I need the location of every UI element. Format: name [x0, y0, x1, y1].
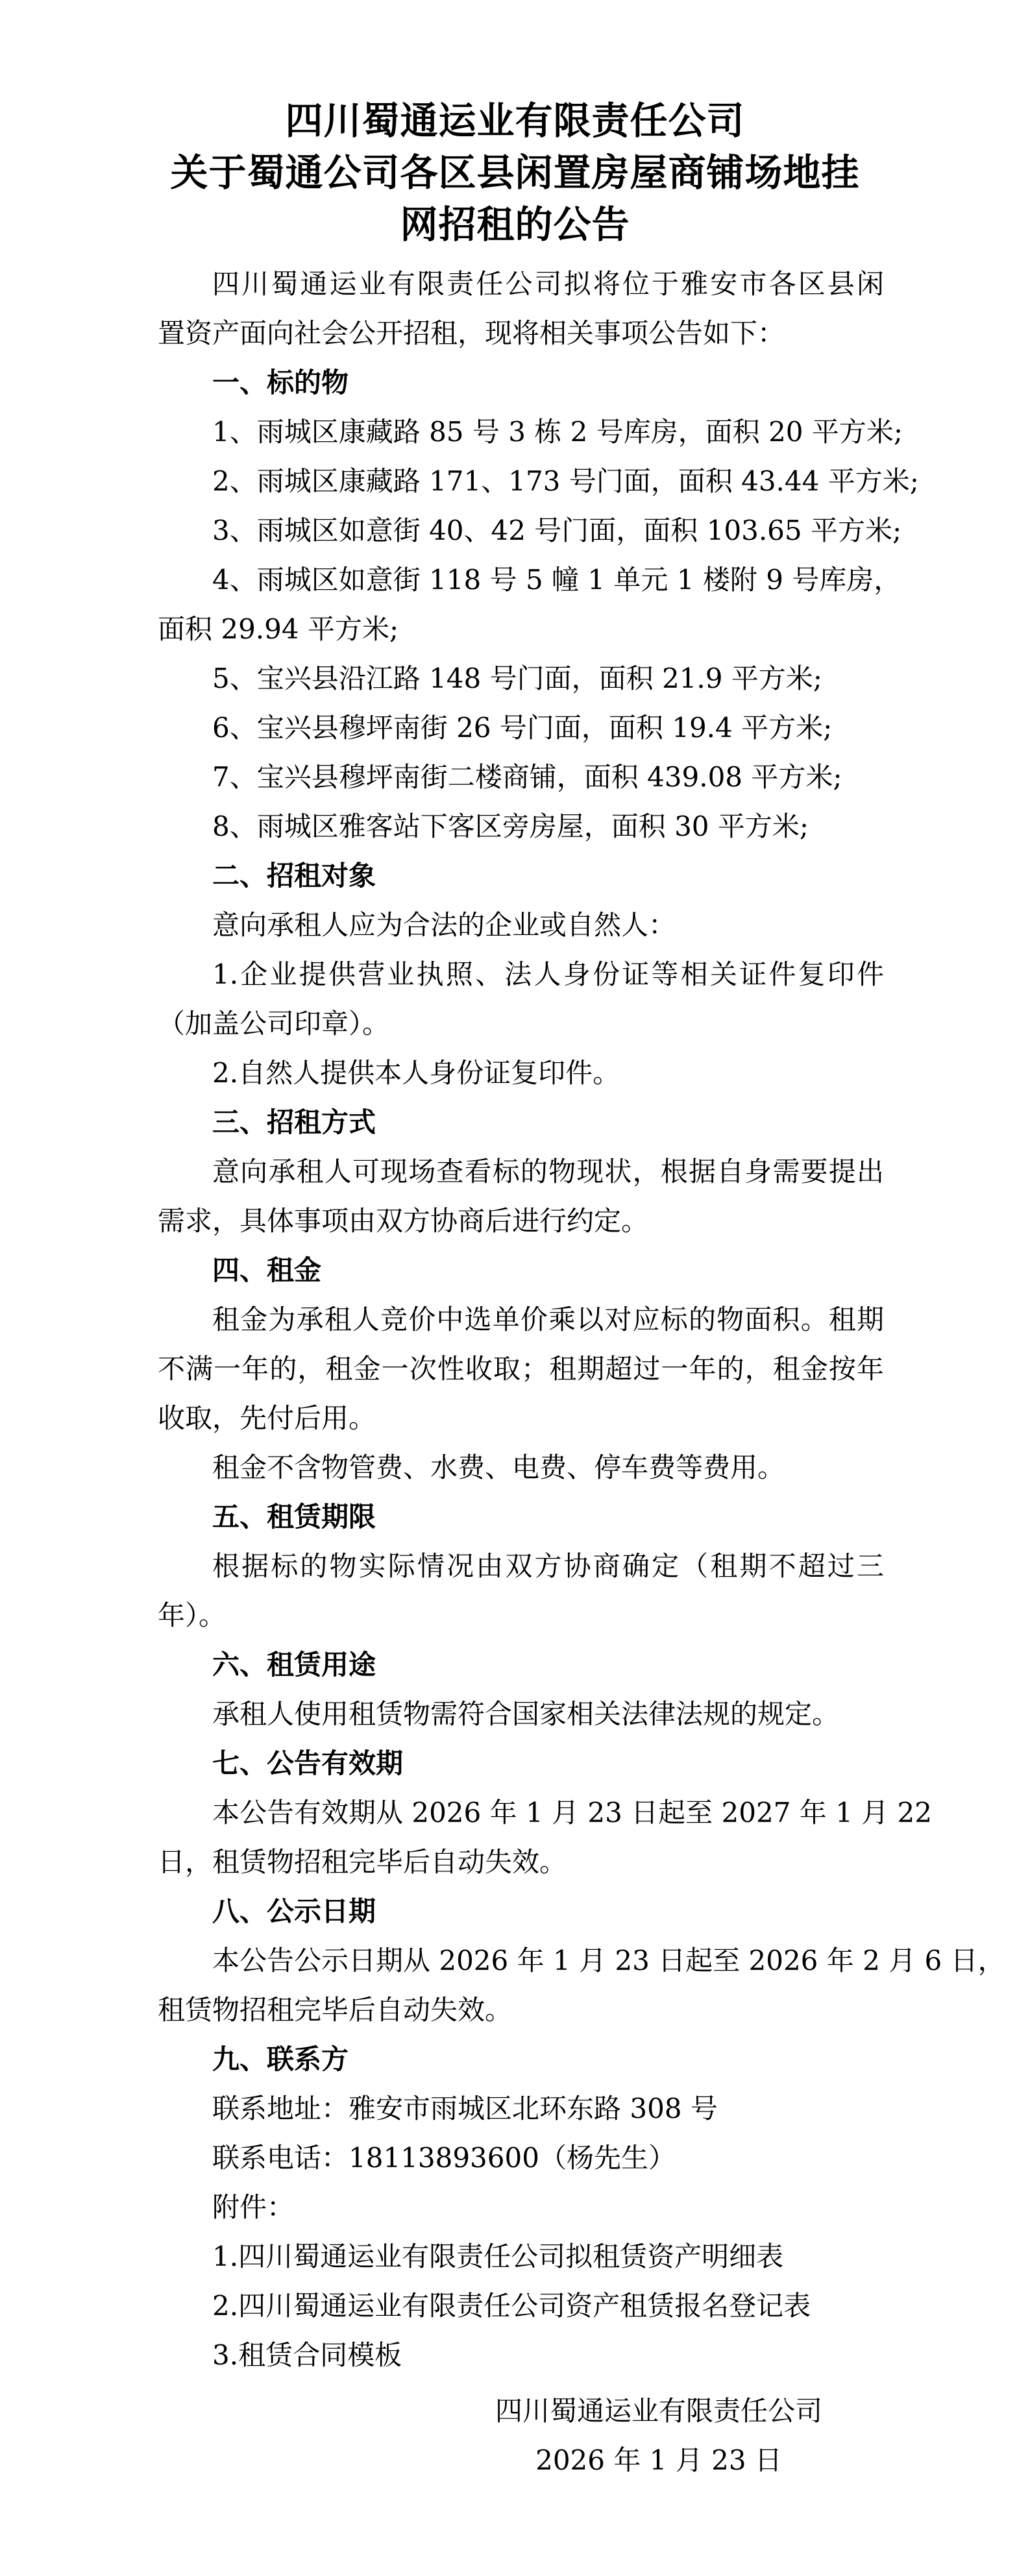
paragraph-line: 附件： [212, 2191, 295, 2223]
paragraph-line: 租赁物招租完毕后自动失效。 [158, 1994, 513, 2026]
paragraph-line: 3、雨城区如意街 40、42 号门面，面积 103.65 平方米; [212, 515, 902, 546]
paragraph-line: 本公告公示日期从 2026 年 1 月 23 日起至 2026 年 2 月 6 日， [212, 1945, 1005, 1976]
paragraph-line: 2.四川蜀通运业有限责任公司资产租赁报名登记表 [212, 2290, 811, 2322]
section-heading: 五、租赁期限 [212, 1501, 376, 1533]
paragraph-line: 7、宝兴县穆坪南街二楼商铺，面积 439.08 平方米; [212, 761, 842, 793]
section-heading: 七、公告有效期 [212, 1747, 404, 1779]
paragraph-line: 联系地址：雅安市雨城区北环东路 308 号 [212, 2093, 718, 2124]
paragraph-line: 3.租赁合同模板 [212, 2339, 402, 2371]
paragraph-line: 四川蜀通运业有限责任公司拟将位于雅安市各区县闲 [212, 268, 884, 300]
document-title-line: 网招租的公告 [400, 202, 630, 247]
paragraph-line: 1.四川蜀通运业有限责任公司拟租赁资产明细表 [212, 2241, 784, 2272]
paragraph-line: 1.企业提供营业执照、法人身份证等相关证件复印件 [212, 958, 884, 990]
paragraph-line: 租金为承租人竞价中选单价乘以对应标的物面积。租期 [212, 1304, 884, 1335]
section-heading: 二、招租对象 [212, 860, 376, 892]
paragraph-line: 租金不含物管费、水费、电费、停车费等费用。 [212, 1452, 785, 1483]
section-heading: 六、租赁用途 [212, 1649, 376, 1681]
paragraph-line: 日，租赁物招租完毕后自动失效。 [158, 1846, 567, 1878]
document-body [0, 260, 1030, 2380]
section-heading: 八、公示日期 [212, 1895, 376, 1927]
document-title-line: 关于蜀通公司各区县闲置房屋商铺场地挂 [170, 151, 860, 195]
paragraph-line: 8、雨城区雅客站下客区旁房屋，面积 30 平方米; [212, 810, 809, 842]
paragraph-line: 承租人使用租赁物需符合国家相关法律法规的规定。 [212, 1698, 840, 1730]
paragraph-line: 本公告有效期从 2026 年 1 月 23 日起至 2027 年 1 月 22 [212, 1797, 932, 1829]
document-title [0, 0, 1030, 250]
signature-block [288, 2387, 1030, 2485]
section-heading: 九、联系方 [212, 2043, 349, 2075]
paragraph-line: 5、宝兴县沿江路 148 号门面，面积 21.9 平方米; [212, 662, 822, 694]
paragraph-line: 意向承租人应为合法的企业或自然人： [212, 909, 676, 941]
document-title-line: 四川蜀通运业有限责任公司 [285, 99, 745, 143]
paragraph-line: 不满一年的，租金一次性收取；租期超过一年的，租金按年 [158, 1353, 884, 1385]
paragraph-line: 2.自然人提供本人身份证复印件。 [212, 1057, 620, 1089]
paragraph-line: 面积 29.94 平方米; [158, 613, 399, 645]
section-heading: 四、租金 [212, 1254, 322, 1286]
signature-date: 2026 年 1 月 23 日 [535, 2444, 782, 2476]
paragraph-line: 需求，具体事项由双方协商后进行约定。 [158, 1205, 649, 1237]
paragraph-line: 4、雨城区如意街 118 号 5 幢 1 单元 1 楼附 9 号库房， [212, 564, 901, 596]
paragraph-line: 年）。 [158, 1599, 227, 1631]
paragraph-line: 6、宝兴县穆坪南街 26 号门面，面积 19.4 平方米; [212, 712, 833, 744]
paragraph-line: 收取，先付后用。 [158, 1402, 376, 1434]
section-heading: 一、标的物 [212, 367, 349, 398]
paragraph-line: 1、雨城区康藏路 85 号 3 栋 2 号库房，面积 20 平方米; [212, 416, 903, 448]
paragraph-line: 意向承租人可现场查看标的物现状，根据自身需要提出 [212, 1156, 884, 1187]
paragraph-line: 根据标的物实际情况由双方协商确定（租期不超过三 [212, 1550, 884, 1582]
paragraph-line: （加盖公司印章）。 [158, 1008, 390, 1039]
paragraph-line: 置资产面向社会公开招租，现将相关事项公告如下： [158, 317, 785, 349]
paragraph-line: 2、雨城区康藏路 171、173 号门面，面积 43.44 平方米; [212, 465, 919, 497]
signature-company: 四川蜀通运业有限责任公司 [495, 2395, 822, 2427]
paragraph-line: 联系电话：18113893600（杨先生） [212, 2142, 676, 2174]
section-heading: 三、招租方式 [212, 1106, 376, 1138]
